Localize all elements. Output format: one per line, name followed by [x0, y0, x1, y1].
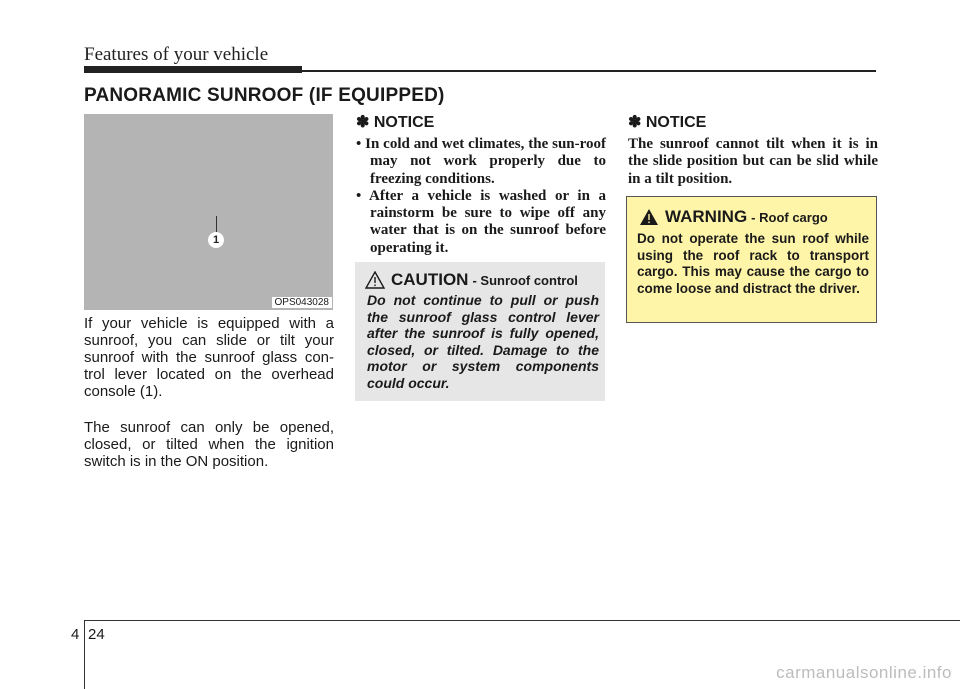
footer-divider	[84, 620, 85, 689]
warning-text: Do not operate the sun roof while using the roof rack to transport cargo. This may cause the cargo to come loose and distract the driver.	[637, 231, 869, 296]
chapter-number: 4	[71, 626, 80, 643]
watermark-text: carmanualsonline.info	[776, 663, 952, 682]
caution-label: CAUTION	[391, 270, 469, 289]
warning-box	[626, 196, 877, 323]
operation-paragraph: The sunroof can only be opened, closed, or tilted when the ignition switch is in the ON position.	[84, 419, 334, 470]
warning-triangle-icon	[639, 208, 659, 226]
caution-text: Do not continue to pull or push the sunroof glass control lever after the sunroof is fully opened, closed, or tilted. Damage to the motor or system components could occur.	[367, 292, 599, 391]
callout-number: 1	[208, 232, 224, 248]
warning-subject: - Roof cargo	[751, 209, 828, 225]
warning-label: WARNING	[665, 207, 748, 226]
section-title: PANORAMIC SUNROOF (IF EQUIPPED)	[84, 85, 445, 106]
header-rule-thick	[84, 66, 302, 73]
caution-subject: - Sunroof control	[472, 272, 578, 288]
notice-title-1: ✽ NOTICE	[356, 114, 435, 131]
caution-header	[365, 270, 578, 290]
page-header-title: Features of your vehicle	[84, 44, 269, 65]
notice-item: • After a vehicle is washed or in a rainstorm be sure to wipe off any water that is on the sunroof before operating it.	[356, 187, 606, 256]
sunroof-lever-figure	[84, 114, 333, 310]
figure-code: OPS043028	[272, 297, 333, 308]
notice-2-text: The sunroof cannot tilt when it is in the slide position but can be slid while in a tilt position.	[628, 136, 878, 187]
footer-rule	[84, 620, 960, 621]
intro-paragraph: If your vehicle is equipped with a sunroof, you can slide or tilt your sunroof with the sunroof glass con-trol lever located on the overhead console (1).	[84, 315, 334, 400]
header-rule-thin	[300, 70, 876, 72]
notice-list	[356, 136, 606, 257]
caution-triangle-icon	[365, 271, 385, 289]
warning-header	[639, 207, 828, 227]
notice-title-2: ✽ NOTICE	[628, 114, 707, 131]
page-number: 24	[88, 626, 105, 643]
caution-box	[355, 262, 605, 401]
notice-item: • In cold and wet climates, the sun-roof may not work properly due to freezing conditions.	[356, 136, 606, 187]
